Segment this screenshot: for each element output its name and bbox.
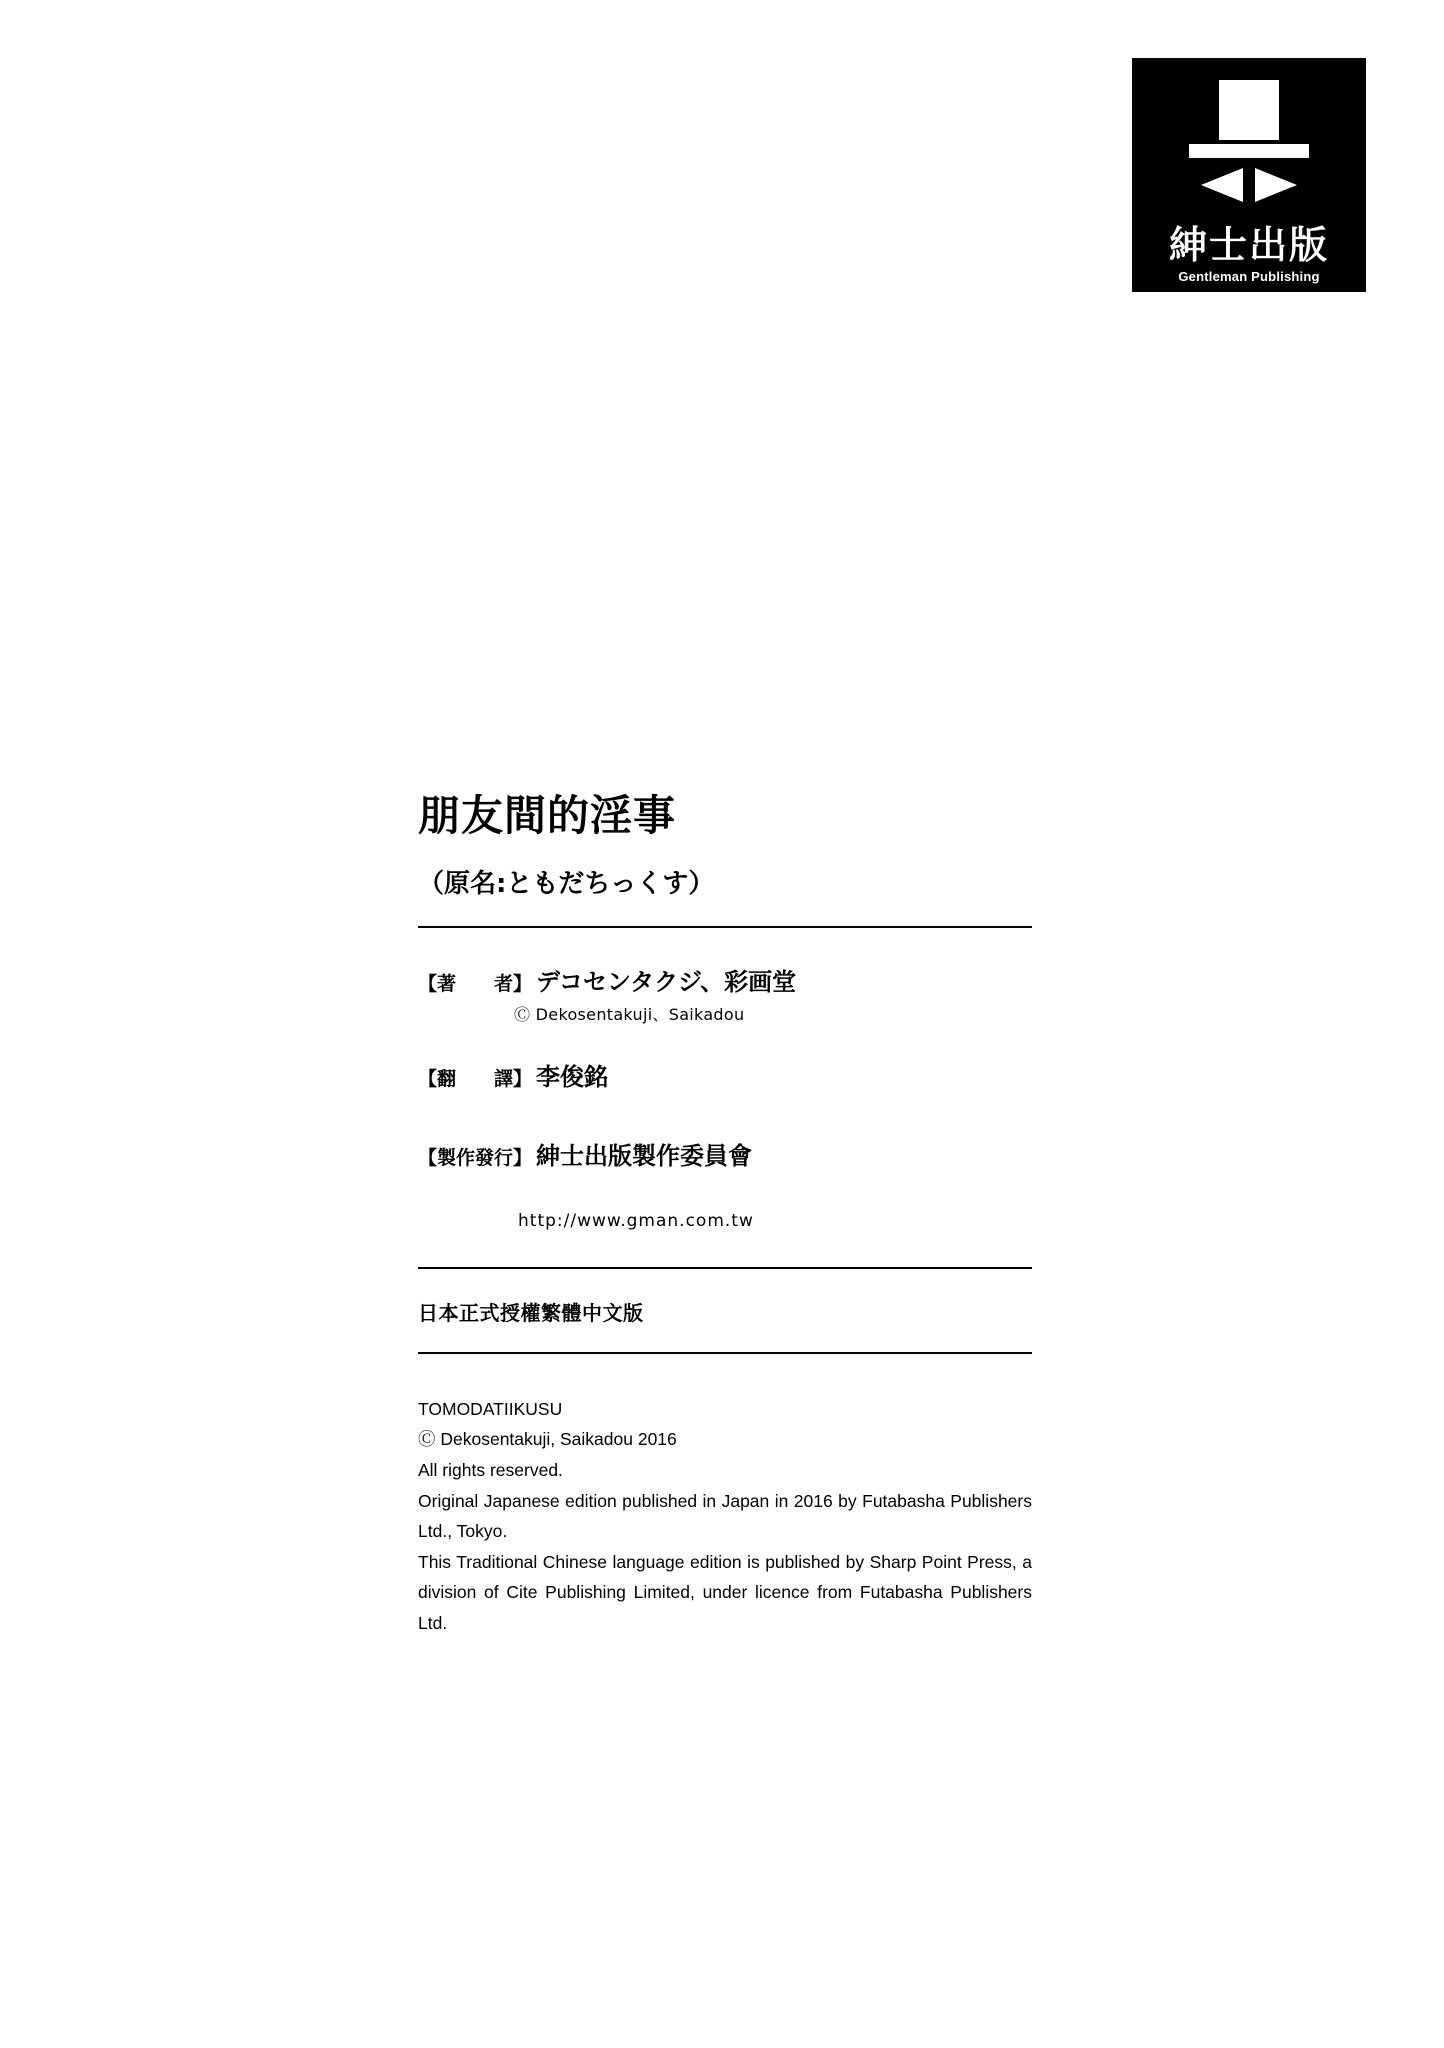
legal-line: TOMODATIIKUSU [418, 1398, 563, 1419]
credit-label: 【製作發行】 [418, 1146, 533, 1169]
credit-subtext: Ⓒ Dekosentakuji、Saikadou [514, 1004, 745, 1024]
divider-middle [418, 1267, 1032, 1269]
top-hat-icon [1189, 80, 1309, 158]
legal-line: This Traditional Chinese language edition is published by Sharp Point Press, a division of Cite Publishing Limited, under licence from Futabasha Publishers Ltd. [418, 1551, 1032, 1634]
credit-label: 【翻 譯】 [418, 1067, 533, 1090]
credit-value: 李俊銘 [536, 1062, 609, 1091]
credit-row [418, 1136, 1032, 1171]
legal-line: All rights reserved. [418, 1459, 563, 1480]
legal-line: Ⓒ Dekosentakuji, Saikadou 2016 [418, 1429, 677, 1450]
legal-notice [418, 1394, 1032, 1639]
legal-line: Original Japanese edition published in Japan in 2016 by Futabasha Publishers Ltd., Tokyo. [418, 1490, 1032, 1542]
credit-row [418, 962, 1032, 997]
book-title-cn: 朋友間的淫事 [418, 791, 677, 840]
credits-list [418, 962, 1032, 1231]
colophon-block [418, 790, 1032, 1639]
publisher-name-en: Gentleman Publishing [1178, 269, 1320, 284]
publisher-name-cn: 紳士出版 [1168, 223, 1329, 267]
publisher-website-link[interactable]: http://www.gman.com.tw [518, 1210, 754, 1231]
divider-top [418, 926, 1032, 928]
credit-row [418, 1057, 1032, 1092]
book-title-original: （原名:ともだちっくす） [418, 868, 715, 899]
credit-label: 【著 者】 [418, 972, 533, 995]
divider-bottom [418, 1352, 1032, 1354]
bow-tie-icon [1201, 168, 1297, 202]
publisher-logo [1132, 58, 1366, 292]
license-statement: 日本正式授權繁體中文版 [418, 1300, 644, 1325]
credit-value: 紳士出版製作委員會 [536, 1141, 753, 1170]
credit-value: デコセンタクジ、彩画堂 [536, 967, 797, 996]
